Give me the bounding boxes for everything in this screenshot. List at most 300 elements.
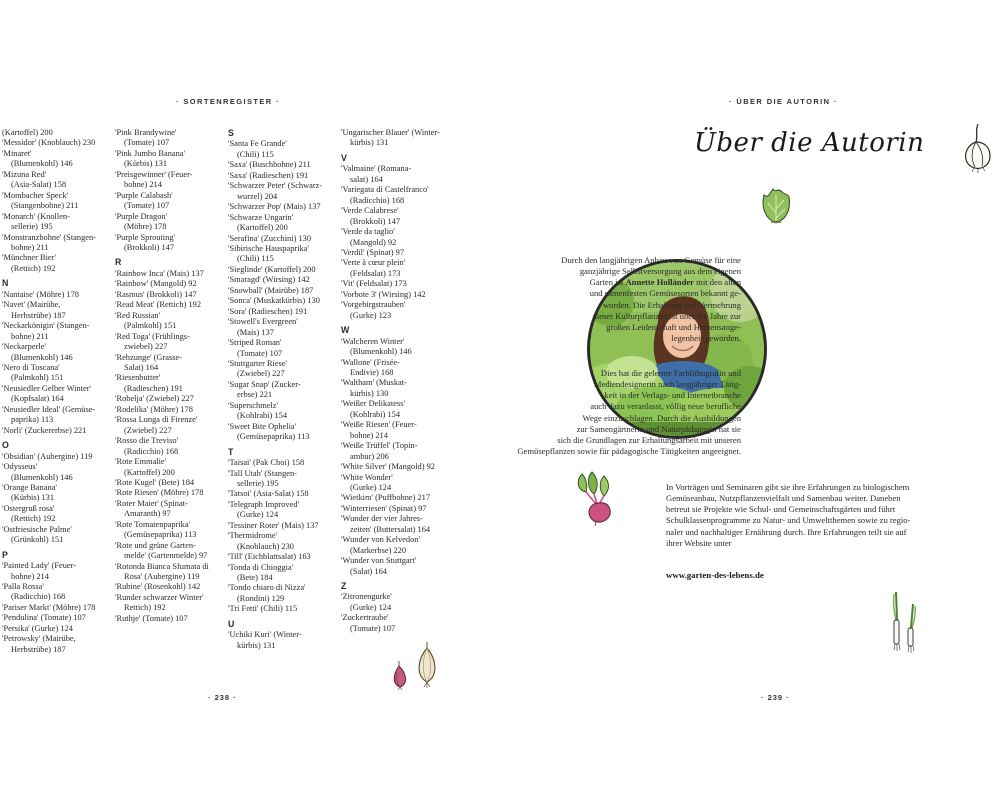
paragraph-line: [561, 333, 741, 344]
index-entry: [115, 170, 225, 191]
index-entry-line: (Blumenkohl) 146: [11, 352, 73, 362]
index-entry-line: 'Tri Fetti' (Chili) 115: [228, 604, 298, 614]
index-entry-line: 'Pink Brandywine': [115, 128, 177, 137]
index-entry-line: (Tomate) 107: [124, 201, 170, 211]
index-entry-line: 'Till' (Eichblattsalat) 163: [228, 552, 311, 562]
index-column-4: [341, 128, 456, 634]
index-entry-line: 'Vorbote 3' (Wirsing) 142: [341, 289, 426, 299]
index-entry-line: 'Neckarperle': [2, 342, 46, 352]
paragraph-line: [561, 300, 741, 311]
index-entry: [341, 462, 456, 472]
index-entry-line: 'Waltham' (Muskat-: [341, 378, 407, 388]
index-entry: [228, 401, 338, 422]
index-entry-line: 'Rote Emmalie': [115, 457, 167, 467]
index-entry-line: (Feldsalat) 173: [350, 268, 401, 278]
index-entry-line: 'Read Meat' (Rettich) 192: [115, 300, 202, 310]
index-entry-line: (Zwiebel) 227: [124, 425, 172, 435]
index-entry: [341, 441, 456, 462]
index-entry: [115, 149, 225, 170]
index-entry-line: Herbstrübe) 187: [11, 644, 66, 654]
index-entry-line: 'Striped Roman': [228, 338, 282, 348]
index-entry-line: 'Pendulina' (Tomate) 107: [2, 613, 86, 623]
index-letter-s: S: [228, 128, 234, 138]
index-entry-line: 'Verde da taglio': [341, 227, 395, 237]
folio-right: · 239 ·: [761, 693, 790, 702]
index-entry: [228, 139, 338, 160]
index-entry: [341, 613, 456, 634]
index-entry: [115, 520, 225, 541]
index-entry-line: 'Mombacher Speck': [2, 190, 69, 200]
index-entry: [341, 258, 456, 279]
index-entry-line: 'Neusiedler Ideal' (Gemüse-: [2, 404, 96, 414]
index-entry-line: 'Neckarkönigin' (Stangen-: [2, 321, 90, 331]
index-entry-line: 'Rote und grüne Garten-: [115, 540, 196, 550]
index-entry-line: 'Weiße Riesen' (Feuer-: [341, 420, 417, 430]
index-entry: [2, 321, 112, 342]
index-entry-line: 'Valmaine' (Romana-: [341, 164, 412, 174]
index-entry-line: (Chili) 115: [237, 254, 274, 264]
index-entry-line: melde' (Gartenmelde) 97: [124, 551, 208, 561]
index-entry-line: (Rondini) 129: [237, 593, 285, 603]
index-entry: [228, 552, 338, 562]
index-entry-line: 'Nantaise' (Möhre) 178: [2, 289, 79, 299]
lettuce-icon: [759, 185, 793, 225]
index-entry: [115, 488, 225, 498]
index-entry-line: (Kohlrabi) 154: [350, 409, 401, 419]
index-entry-line: 'Smaragd' (Wirsing) 142: [228, 275, 310, 285]
index-entry-line: 'Pink Jumbo Banana': [115, 148, 186, 158]
index-entry-line: 'Rote Tomatenpaprika': [115, 519, 191, 529]
index-entry-line: 'Preisgewinner' (Feuer-: [115, 169, 193, 179]
index-entry-line: 'Rainbow Inca' (Mais) 137: [115, 268, 204, 278]
index-entry: [115, 499, 225, 520]
index-entry: [228, 265, 338, 275]
index-entry-line: (Grünkohl) 151: [11, 535, 64, 545]
index-entry: [228, 234, 338, 244]
index-entry-line: (Kohlrabi) 154: [237, 411, 288, 421]
paragraph-line: [561, 322, 741, 333]
index-entry-line: sellerie) 195: [11, 222, 53, 232]
index-entry-line: 'Ostergruß rosa': [2, 503, 55, 513]
author-title: Über die Autorin: [694, 128, 925, 158]
index-entry: [115, 290, 225, 300]
index-entry-line: zwiebel) 227: [124, 342, 168, 352]
index-entry-line: ambur) 206: [350, 451, 389, 461]
index-entry-line: 'Telegraph Improved': [228, 499, 300, 509]
paragraph-line: auch dazu veranlasst, völlig neue berufliche: [590, 401, 741, 412]
index-entry-line: 'Rainbow' (Mangold) 92: [115, 279, 197, 289]
index-entry-line: 'Wunder von Kelvedon': [341, 535, 420, 545]
index-entry-line: (Palmkohl) 151: [124, 321, 177, 331]
index-entry: [115, 191, 225, 212]
garlic-icon: [958, 120, 996, 174]
index-letter-r: R: [115, 257, 122, 268]
index-entry-line: (Gurke) 124: [237, 510, 279, 520]
index-entry: [115, 394, 225, 404]
index-letter-t: T: [228, 446, 234, 457]
index-entry-line: Endivie) 168: [350, 367, 394, 377]
index-entry-line: 'Tatsoi' (Asia-Salat) 158: [228, 489, 309, 499]
index-entry-line: bohne) 211: [11, 331, 49, 341]
index-entry-line: 'White Silver' (Mangold) 92: [341, 462, 435, 472]
index-entry-line: 'Neusiedler Gelber Winter': [2, 383, 92, 393]
text-segment: legenheit geworden.: [671, 333, 741, 344]
author-name: Annette Holländer: [625, 277, 694, 288]
index-entry-line: 'Wallone' (Frisée-: [341, 357, 400, 367]
index-entry: [341, 504, 456, 514]
index-entry-line: 'Painted Lady' (Feuer-: [2, 561, 77, 571]
index-entry-line: 'Saxa' (Buschbohne) 211: [228, 160, 311, 170]
index-entry: [115, 405, 225, 415]
index-entry: [228, 286, 338, 296]
index-entry-line: 'Rubine' (Rosenkohl) 142: [115, 582, 201, 592]
running-head-left: · SORTENREGISTER ·: [176, 97, 280, 106]
index-entry: [228, 380, 338, 401]
index-entry-line: 'Robelja' (Zwiebel) 227: [115, 394, 194, 404]
index-entry-line: paprika) 113: [11, 415, 54, 425]
index-entry-line: 'Sweet Bite Ophelia': [228, 421, 297, 431]
index-entry-line: erbse) 221: [237, 390, 273, 400]
index-entry-line: (Tomate) 107: [124, 138, 170, 148]
index-entry-line: 'Palla Rossa': [2, 582, 44, 592]
paragraph-line: Schulklassenprogramme zu Natur- und Umweltthemen sowie zu regio-: [666, 515, 911, 526]
index-entry: [115, 233, 225, 254]
website-link[interactable]: www.garten-des-lebens.de: [666, 570, 764, 580]
index-entry-line: 'Mizuna Red': [2, 169, 47, 179]
index-entry-line: 'Messidor' (Knoblauch) 230: [2, 138, 96, 148]
text-segment: ganzjährige Selbstversorgung aus dem eigenen: [579, 266, 741, 277]
index-entry-line: 'Rehzunge' (Grasse-: [115, 352, 182, 362]
index-entry: [228, 458, 338, 468]
index-entry-line: 'Schwarzer Peter' (Schwarz-: [228, 181, 323, 191]
index-entry-line: (Radieschen) 191: [124, 383, 183, 393]
index-entry-line: 'Odysseus': [2, 462, 38, 472]
index-entry-line: 'Saxa' (Radieschen) 191: [228, 170, 309, 180]
index-entry-line: (Markerbse) 220: [350, 545, 407, 555]
text-segment: mit den alten: [693, 277, 741, 288]
index-entry: [228, 563, 338, 584]
index-entry: [228, 500, 338, 521]
index-entry: [115, 478, 225, 488]
text-segment: Durch den langjährigen Anbau von Gemüse für eine: [561, 255, 741, 265]
index-entry-line: 'Ungarischer Blauer' (Winter-: [341, 128, 440, 137]
index-entry-line: (Chili) 115: [237, 149, 274, 159]
index-entry-line: 'Norli' (Zuckererbse) 221: [2, 425, 87, 435]
index-entry: [341, 592, 456, 613]
index-entry-line: (Tomate) 107: [237, 348, 283, 358]
paragraph-line: [561, 288, 741, 299]
paragraph-line: [561, 266, 741, 277]
index-entry-line: 'Thermidrome': [228, 531, 278, 541]
index-entry-line: (Radicchio) 168: [11, 592, 66, 602]
index-entry-line: wurzel) 204: [237, 191, 278, 201]
index-entry-line: (Salat) 164: [350, 566, 387, 576]
index-letter-o: O: [2, 440, 9, 451]
running-head-right: · ÜBER DIE AUTORIN ·: [729, 97, 838, 106]
index-entry-line: 'Monarch' (Knollen-: [2, 211, 70, 221]
index-entry-line: (Möhre) 178: [124, 222, 167, 232]
index-entry-line: bohne) 214: [11, 571, 49, 581]
index-entry: [228, 202, 338, 212]
index-entry-line: 'Runder schwarzer Winter': [115, 592, 204, 602]
index-entry: [2, 603, 112, 613]
index-entry-line: (Gurke) 123: [350, 310, 392, 320]
index-entry-line: 'Tondo chiaro di Nizza': [228, 583, 306, 593]
index-entry-line: 'Tonda di Chioggia': [228, 562, 294, 572]
index-entry-line: 'Variegata di Castelfranco': [341, 185, 429, 195]
index-entry-line: 'Vorgebirgstrauben': [341, 300, 406, 310]
index-entry-line: (Blumenkohl) 146: [350, 347, 412, 357]
right-page: [500, 0, 1000, 800]
paragraph-line: naler und nachhaltiger Ernährung durch. Ihre Erfahrungen teilt sie auf: [666, 526, 907, 537]
index-entry-line: 'Wietkim' (Puffbohne) 217: [341, 493, 431, 503]
paragraph-intro: [561, 255, 741, 344]
index-entry: [2, 253, 112, 274]
index-entry-line: 'Ostfriesische Palme': [2, 524, 72, 534]
index-entry: [115, 582, 225, 592]
index-entry: [341, 378, 456, 399]
index-entry-line: bohne) 211: [11, 242, 49, 252]
index-entry-line: 'Tall Utah' (Stangen-: [228, 468, 297, 478]
index-entry: [341, 248, 456, 258]
paragraph-line: ihrer Website unter: [666, 537, 732, 548]
index-letter-u: U: [228, 618, 235, 629]
index-entry: [2, 300, 112, 321]
paragraph-line: keit in der Verlags- und Internetbranche: [604, 390, 741, 401]
index-entry-line: 'Vit' (Feldsalat) 173: [341, 279, 407, 289]
index-entry: [341, 337, 456, 358]
index-entry-line: 'Orange Banana': [2, 482, 57, 492]
index-entry: [2, 342, 112, 363]
index-entry-line: 'Sieglinde' (Kartoffel) 200: [228, 264, 316, 274]
index-entry-line: (Asia-Salat) 158: [11, 180, 67, 190]
index-entry-line: 'Rossa Lunga di Firenze': [115, 415, 198, 425]
index-entry: [228, 213, 338, 234]
index-entry: [115, 269, 225, 279]
index-entry-line: (Kartoffel) 200: [237, 223, 288, 233]
index-entry: [341, 473, 456, 494]
index-entry-line: 'Persika' (Gurke) 124: [2, 623, 73, 633]
index-entry-line: 'Sora' (Radieschen) 191: [228, 306, 308, 316]
index-entry-line: 'Sibirische Hauspaprika': [228, 243, 309, 253]
index-entry: [2, 582, 112, 603]
index-entry-line: 'Sonca' (Muskatkürbis) 130: [228, 296, 320, 306]
index-entry: [341, 279, 456, 289]
paragraph-line: In Vorträgen und Seminaren gibt sie ihre Erfahrungen zu biologischem: [666, 482, 910, 492]
index-entry-line: (Brokkoli) 147: [350, 216, 401, 226]
index-entry: [2, 384, 112, 405]
paragraph-line: Gemüsepflanzen sowie für pädagogische Tätigkeiten angeeignet.: [517, 446, 741, 457]
index-entry: [228, 338, 338, 359]
index-entry-line: 'Rote Riesen' (Möhre) 178: [115, 488, 204, 498]
index-entry: [115, 373, 225, 394]
index-entry-line: salat) 164: [350, 174, 383, 184]
index-entry-line: 'Roter Maier' (Spinat-: [115, 498, 188, 508]
index-entry-line: 'Tessiner Roter' (Mais) 137: [228, 520, 319, 530]
index-entry-line: (Radicchio) 168: [350, 195, 405, 205]
index-entry: [115, 562, 225, 583]
index-entry-line: Salat) 164: [124, 362, 159, 372]
paragraph-line: sich die Grundlagen zur Erhaltungsarbeit mit unseren: [557, 434, 741, 445]
index-entry-line: 'Rasmus' (Brokkoli) 147: [115, 289, 197, 299]
kohlrabi-icon: [574, 470, 618, 526]
index-entry: [2, 634, 112, 655]
index-entry: [228, 531, 338, 552]
index-entry-line: 'Red Russian': [115, 310, 161, 320]
index-entry: [2, 504, 112, 525]
index-entry-line: 'Weißer Delikatess': [341, 399, 405, 409]
index-entry: [115, 457, 225, 478]
index-entry: [228, 181, 338, 202]
index-entry-line: 'Red Toga' (Frühlings-: [115, 331, 190, 341]
index-entry: [341, 514, 456, 535]
index-entry: [2, 452, 112, 462]
index-entry-line: 'Wunder der vier Jahres-: [341, 514, 423, 524]
index-entry-line: 'Verte à cœur plein': [341, 258, 406, 268]
index-entry: [2, 149, 112, 170]
index-entry: [2, 290, 112, 300]
index-entry: [2, 561, 112, 582]
index-entry: [115, 311, 225, 332]
index-letter-p: P: [2, 549, 8, 560]
paragraph-line: Mediendesignerin nach langjähriger Tätig-: [593, 379, 741, 390]
index-entry-line: (Brokkoli) 147: [124, 242, 175, 252]
folio-left: · 238 ·: [208, 693, 237, 702]
index-entry-line: 'White Wonder': [341, 472, 393, 482]
index-entry-line: (Kartoffel) 200: [124, 467, 175, 477]
index-entry: [2, 128, 112, 138]
index-entry-line: 'Rosso die Treviso': [115, 436, 179, 446]
index-entry: [2, 483, 112, 504]
index-entry-line: (Kartoffel) 200: [2, 128, 53, 137]
index-entry-line: (Stangenbohne) 211: [11, 201, 79, 211]
index-entry: [2, 191, 112, 212]
index-entry: [341, 164, 456, 185]
paragraph-line: [561, 277, 741, 288]
index-entry-line: Rettich) 192: [124, 603, 166, 613]
index-entry: [115, 593, 225, 614]
index-entry-line: bohne) 214: [124, 180, 162, 190]
index-letter-z: Z: [341, 581, 347, 592]
index-entry: [2, 613, 112, 623]
index-entry-line: (Blumenkohl) 146: [11, 159, 73, 169]
index-entry-line: (Gemüsepaprika) 113: [124, 530, 197, 540]
index-entry-line: 'Verdil' (Spinat) 97: [341, 247, 405, 257]
index-entry-line: (Kürbis) 131: [124, 159, 168, 169]
paragraph-line: Wege einzuschlagen. Durch die Ausbildungen: [582, 412, 741, 423]
index-entry-line: 'Minaret': [2, 148, 32, 158]
index-entry: [2, 462, 112, 483]
paragraph-line: Gemüseanbau, Nutzpflanzenvielfalt und Samenbau weiter. Daneben: [666, 493, 901, 504]
index-entry: [228, 489, 338, 499]
index-entry-line: 'Stuttgarter Riese': [228, 358, 288, 368]
index-entry: [2, 426, 112, 436]
index-entry-line: 'Sugar Snap' (Zucker-: [228, 379, 301, 389]
index-entry: [115, 353, 225, 374]
text-segment: Garten ist: [589, 277, 626, 288]
leek-icon: [885, 590, 925, 654]
index-column-3: [228, 128, 338, 651]
index-entry-line: (Radicchio) 168: [124, 446, 179, 456]
index-entry-line: (Gurke) 124: [350, 602, 392, 612]
index-entry-line: 'Monstranzbohne' (Stangen-: [2, 232, 96, 242]
index-entry: [2, 233, 112, 254]
index-entry: [228, 604, 338, 614]
index-entry-line: (Bete) 184: [237, 573, 273, 583]
index-entry-line: 'Uchiki Kuri' (Winter-: [228, 630, 302, 640]
index-entry-line: (Rettich) 192: [11, 263, 56, 273]
index-entry: [228, 275, 338, 285]
index-entry-line: 'Snowball' (Mairübe) 187: [228, 285, 314, 295]
index-entry-line: 'Petrowsky' (Mairübe,: [2, 634, 76, 644]
index-entry: [228, 160, 338, 170]
index-entry-line: 'Zuckertraube': [341, 613, 389, 623]
text-segment: und samenfesten Gemüsesorten bekannt ge-: [589, 288, 741, 299]
index-entry: [341, 227, 456, 248]
paragraph-line: betreut sie Projekte wie Schul- und Gemeinschaftsgärten und führt: [666, 504, 896, 515]
index-entry: [228, 521, 338, 531]
index-entry-line: Amaranth) 97: [124, 509, 171, 519]
index-entry: [2, 138, 112, 148]
index-entry-line: 'Purple Sprouting': [115, 232, 176, 242]
index-entry-line: 'Nero di Toscana': [2, 362, 60, 372]
paragraph-seminars: [666, 482, 910, 549]
index-entry-line: 'Purple Calabash': [115, 190, 173, 200]
index-letter-v: V: [341, 152, 347, 163]
index-entry-line: 'Pariser Markt' (Möhre) 178: [2, 602, 96, 612]
index-entry: [341, 493, 456, 503]
index-entry: [228, 296, 338, 306]
index-entry: [115, 541, 225, 562]
red-onion-icon: [394, 661, 405, 690]
index-entry: [115, 415, 225, 436]
index-entry-line: 'Santa Fe Grande': [228, 139, 287, 149]
index-entry: [115, 279, 225, 289]
index-entry: [2, 624, 112, 634]
index-entry-line: 'Navet' (Mairübe,: [2, 300, 61, 310]
index-entry-line: 'Purple Dragon': [115, 211, 168, 221]
index-entry-line: 'Rodelika' (Möhre) 178: [115, 404, 193, 414]
index-entry: [341, 300, 456, 321]
index-entry-line: 'Winterriesen' (Spinat) 97: [341, 503, 427, 513]
index-entry: [2, 363, 112, 384]
index-entry-line: (Mangold) 92: [350, 237, 397, 247]
index-entry-line: (Mais) 137: [237, 327, 274, 337]
text-segment: worden. Die Erhaltung und Vermehrung: [602, 299, 741, 310]
index-entry-line: (Blumenkohl) 146: [11, 472, 73, 482]
index-entry: [2, 212, 112, 233]
index-entry: [2, 170, 112, 191]
index-entry-line: 'Verde Calabrese': [341, 206, 399, 216]
index-entry-line: (Gurke) 124: [350, 482, 392, 492]
index-entry: [115, 614, 225, 624]
index-entry-line: 'Schwarze Ungarin': [228, 212, 294, 222]
index-entry: [115, 436, 225, 457]
index-column-1: [2, 128, 112, 655]
index-entry-line: kürbis) 130: [350, 388, 389, 398]
index-entry: [228, 469, 338, 490]
index-entry: [115, 128, 225, 149]
index-entry: [341, 358, 456, 379]
index-entry: [341, 128, 456, 149]
index-entry: [341, 185, 456, 206]
index-entry-line: 'Taisai' (Pak Choi) 158: [228, 458, 305, 468]
index-entry: [115, 332, 225, 353]
text-segment: dieser Kulturpflanzen ist über die Jahre zur: [592, 310, 741, 321]
paragraph-line: [561, 255, 741, 266]
index-entry-line: 'Rote Kugel' (Bete) 184: [115, 477, 195, 487]
index-entry: [228, 630, 338, 651]
